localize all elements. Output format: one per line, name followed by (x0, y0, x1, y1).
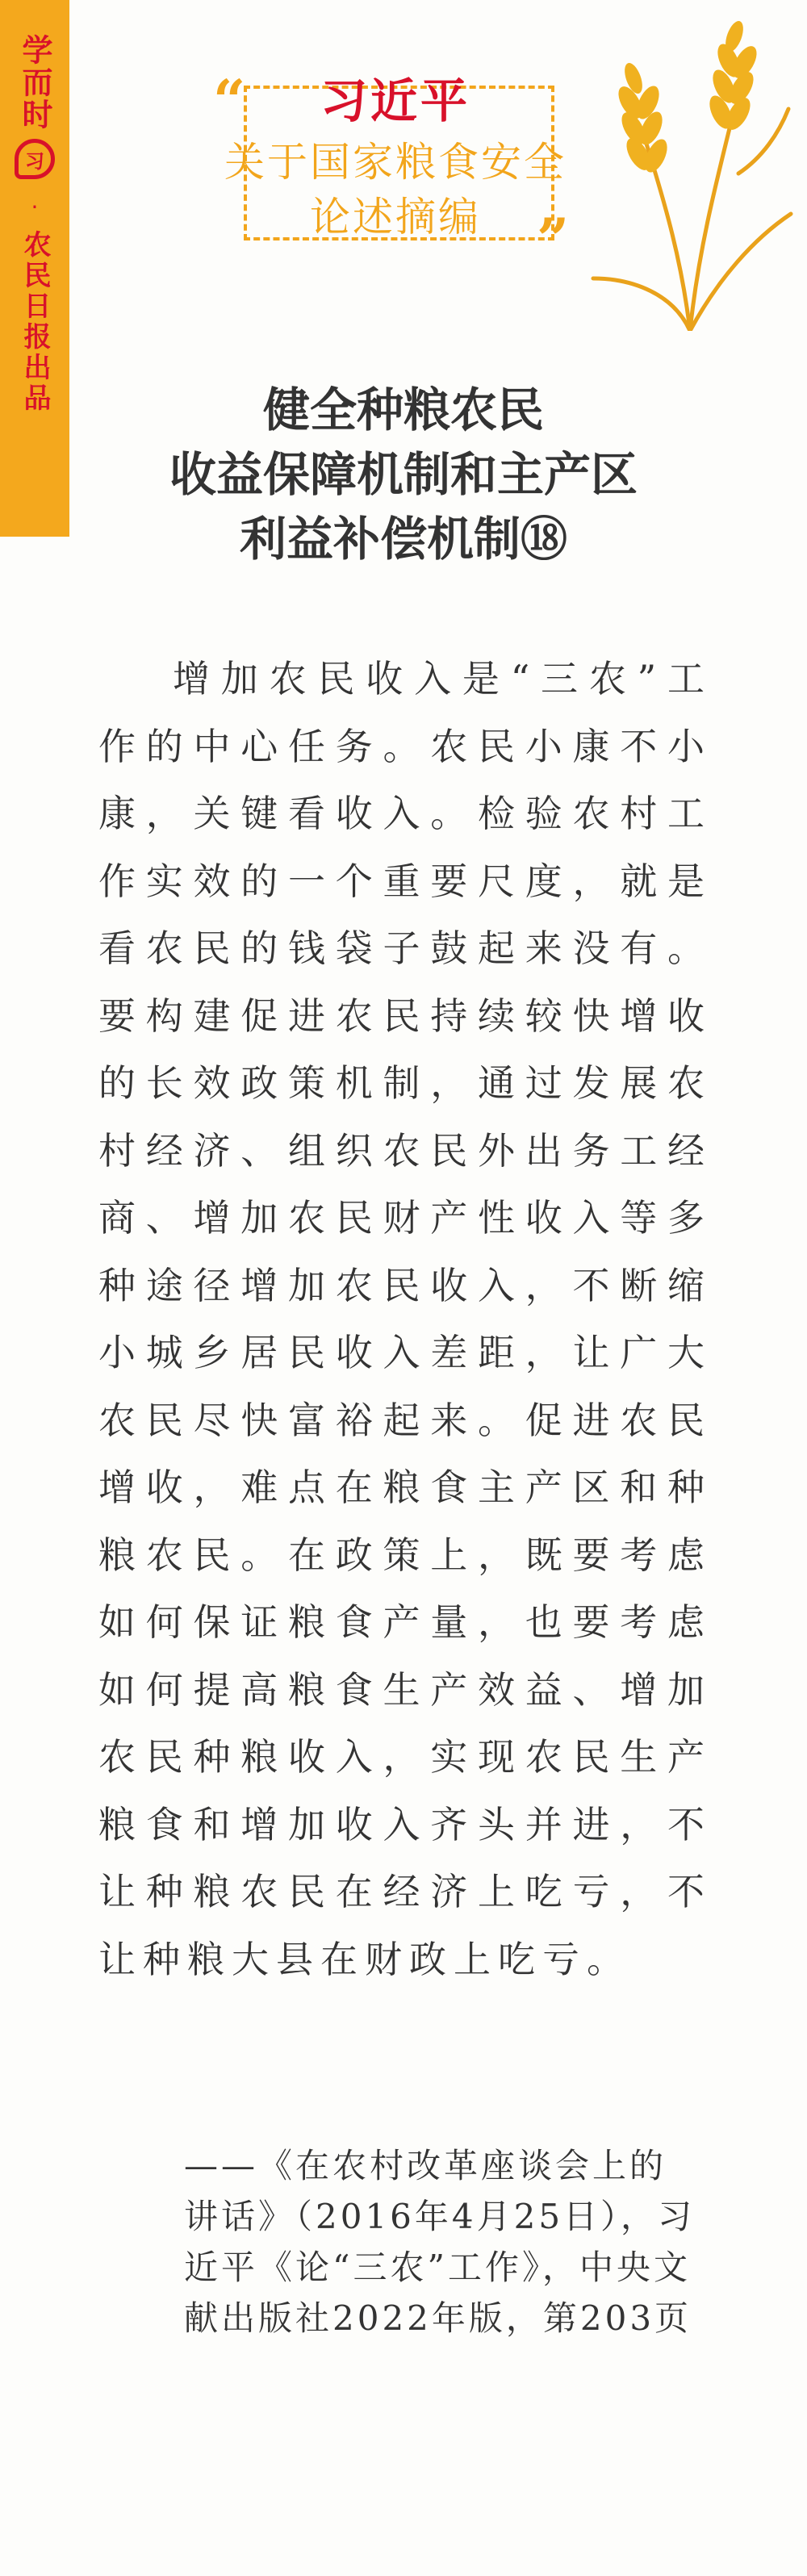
side-tab-publisher: 农民日报出品 (19, 230, 51, 414)
header-name: 习近平 (320, 73, 470, 128)
article-title (97, 378, 710, 571)
article-source: ——《在农村改革座谈会上的讲话》（2016年4月25日），习近平《论“三农”工作》，中央文献出版社2022年版，第203页 (184, 2146, 696, 2338)
header-subtitle-line1: 关于国家粮食安全 (224, 139, 567, 186)
close-quote-icon: ” (537, 206, 570, 273)
header-subtitle-line2: 论述摘编 (310, 194, 481, 240)
side-tab-separator: · (31, 194, 39, 220)
article-body: 增加农民收入是“三农”工作的中心任务。农民小康不小康，关键看收入。检验农村工作实效的一个重要尺度，就是看农民的钱袋子鼓起来没有。要构建促进农民持续较快增收的长效政策机制，通过发展农村经济、组织农民外出务工经商、增加农民财产性收入等多种途径增加农民收入，不断缩小城乡居民收入差距，让广大农民尽快富裕起来。促进农民增收，难点在粮食主产区和种粮农民。在政策上，既要考虑如何保证粮食产量，也要考虑如何提高粮食生产效益、增加农民种粮收入，实现农民生产粮食和增加收入齐头并进，不让种粮农民在经济上吃亏，不让种粮大县在财政上吃亏。 (98, 657, 712, 1981)
article-title-line3: 利益补偿机制⑱ (239, 512, 567, 567)
side-tab (0, 0, 69, 537)
article-title-line1: 健全种粮农民 (262, 383, 544, 437)
open-quote-icon: “ (213, 67, 246, 134)
wheat-icon (577, 12, 799, 331)
xi-emblem-icon: 习 (15, 139, 55, 179)
article-title-line2: 收益保障机制和主产区 (169, 447, 638, 502)
side-tab-brand: 学而时 (17, 34, 52, 131)
